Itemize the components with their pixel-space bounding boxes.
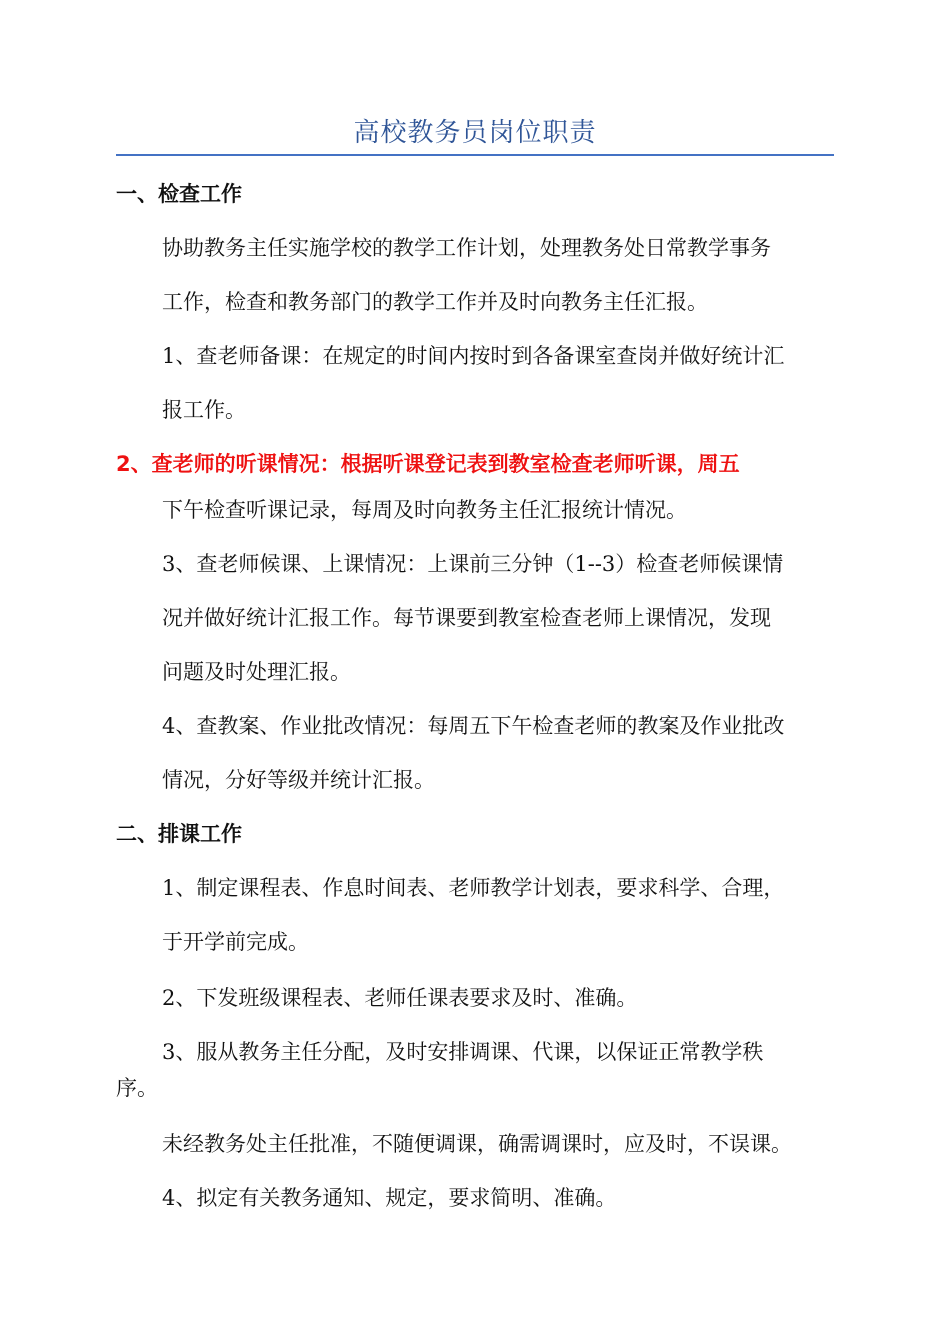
list-item-line: 下午检查听课记录，每周及时向教务主任汇报统计情况。: [162, 498, 687, 522]
list-item-line: 1、查老师备课：在规定的时间内按时到各备课室查岗并做好统计汇: [162, 344, 785, 368]
list-item-line: 2、下发班级课程表、老师任课表要求及时、准确。: [162, 986, 638, 1010]
page-title: 高校教务员岗位职责: [353, 118, 597, 148]
list-item-line: 3、服从教务主任分配，及时安排调课、代课，以保证正常教学秩: [162, 1040, 764, 1064]
title-divider: [116, 154, 834, 156]
list-item-line: 情况，分好等级并统计汇报。: [162, 768, 435, 792]
paragraph-line: 工作，检查和教务部门的教学工作并及时向教务主任汇报。: [162, 290, 708, 314]
paragraph-line: 协助教务主任实施学校的教学工作计划，处理教务处日常教学事务: [162, 236, 771, 260]
list-item-line: 4、拟定有关教务通知、规定，要求简明、准确。: [162, 1186, 617, 1210]
list-item-line: 问题及时处理汇报。: [162, 660, 351, 684]
highlighted-item-line: 2、查老师的听课情况：根据听课登记表到教室检查老师听课，周五: [116, 452, 740, 476]
list-item-line: 1、制定课程表、作息时间表、老师教学计划表，要求科学、合理，: [162, 876, 785, 900]
list-item-line: 于开学前完成。: [162, 930, 309, 954]
section-heading-inspection: 一、检查工作: [116, 182, 242, 206]
section-heading-scheduling: 二、排课工作: [116, 822, 242, 846]
list-item-line: 4、查教案、作业批改情况：每周五下午检查老师的教案及作业批改: [162, 714, 785, 738]
list-item-line: 序。: [116, 1076, 158, 1100]
list-item-line: 报工作。: [162, 398, 246, 422]
paragraph-line: 未经教务处主任批准，不随便调课，确需调课时，应及时，不误课。: [162, 1132, 792, 1156]
list-item-line: 况并做好统计汇报工作。每节课要到教室检查老师上课情况，发现: [162, 606, 771, 630]
list-item-line: 3、查老师候课、上课情况：上课前三分钟（1--3）检查老师候课情: [162, 552, 784, 576]
